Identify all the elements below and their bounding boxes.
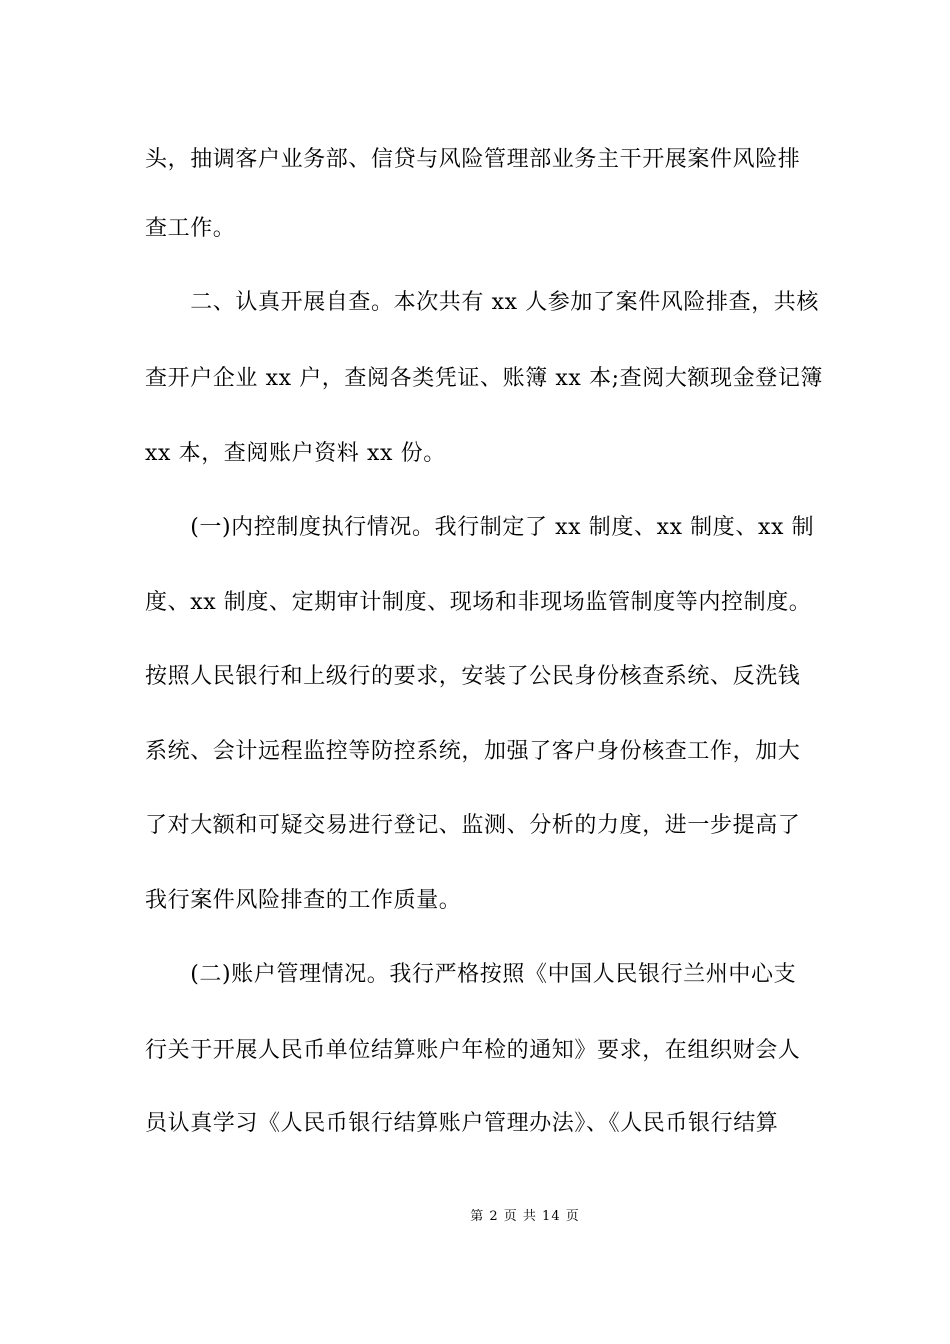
text-line: (一)内控制度执行情况。我行制定了 xx 制度、xx 制度、xx 制 [145,515,815,540]
text-line: 查开户企业 xx 户，查阅各类凭证、账簿 xx 本;查阅大额现金登记簿 [145,366,824,391]
text-line: 度、xx 制度、定期审计制度、现场和非现场监管制度等内控制度。 [145,590,812,615]
text-line: 头，抽调客户业务部、信贷与风险管理部业务主干开展案件风险排 [145,147,801,172]
text-line: 员认真学习《人民币银行结算账户管理办法》、《人民币银行结算 [145,1111,779,1136]
text-line: 行关于开展人民币单位结算账户年检的通知》要求，在组织财会人 [145,1038,801,1063]
text-line: (二)账户管理情况。我行严格按照《中国人民银行兰州中心支 [145,962,797,987]
text-line: 按照人民银行和上级行的要求，安装了公民身份核查系统、反洗钱 [145,664,801,689]
text-line: 了对大额和可疑交易进行登记、监测、分析的力度，进一步提高了 [145,813,801,838]
text-line: 我行案件风险排查的工作质量。 [145,888,462,913]
text-line: xx 本，查阅账户资料 xx 份。 [145,441,446,466]
text-line: 系统、会计远程监控等防控系统，加强了客户身份核查工作，加大 [145,739,801,764]
text-line: 查工作。 [145,216,236,241]
text-line: 二、认真开展自查。本次共有 xx 人参加了案件风险排查，共核 [145,290,820,315]
page-number-footer: 第 2 页 共 14 页 [470,1209,580,1224]
